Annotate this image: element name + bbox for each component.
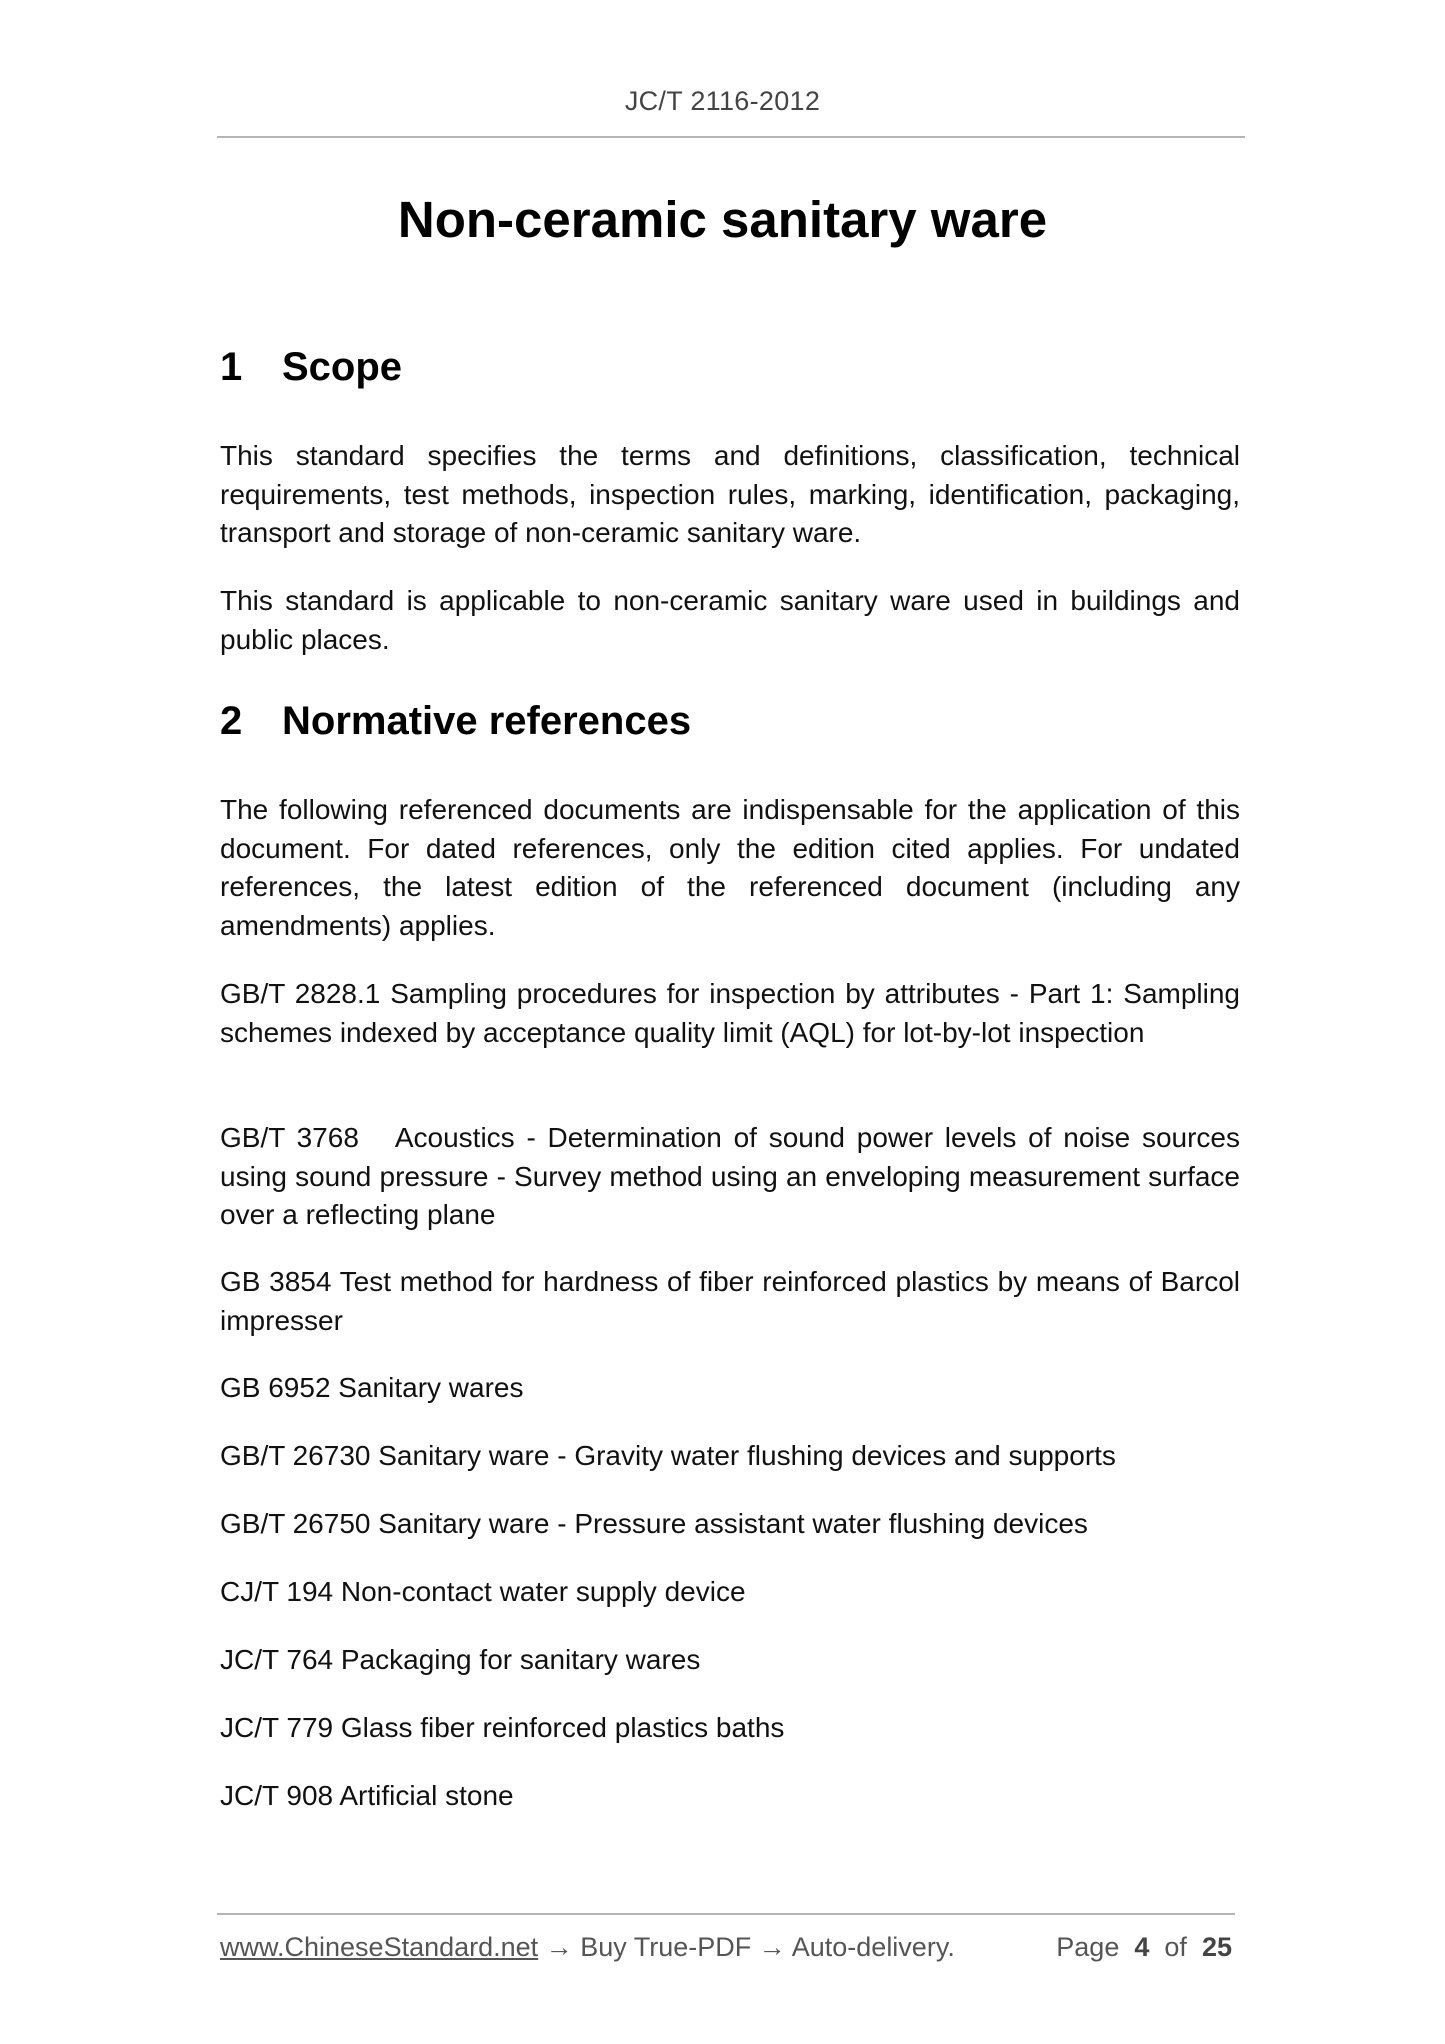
section-title: Normative references [282,699,692,743]
document-title: Non-ceramic sanitary ware [397,191,1048,248]
page-label: Page [1056,1932,1120,1962]
reference-item: GB 3854 Test method for hardness of fiber reinforced plastics by means of Barcol impresser [220,1266,1240,1336]
reference-item: GB/T 26730 Sanitary ware - Gravity water flushing devices and supports [220,1440,1116,1471]
reference-item: GB/T 3768 Acoustics - Determination of sound power levels of noise sources using sound pressure - Survey method using an enveloping measurement surface over a reflecting plane [220,1122,1240,1230]
section-title: Scope [282,345,403,389]
reference-item: JC/T 764 Packaging for sanitary wares [220,1644,701,1675]
page-of-label: of [1164,1932,1187,1962]
page-current-number: 4 [1134,1932,1150,1962]
reference-item: GB/T 26750 Sanitary ware - Pressure assistant water flushing devices [220,1508,1088,1539]
reference-item: GB 6952 Sanitary wares [220,1372,524,1403]
header-standard-code: JC/T 2116-2012 [624,86,821,116]
header-divider [217,136,1245,138]
section-heading-normative-references [220,699,691,744]
section-number: 2 [220,699,243,743]
normative-intro-paragraph: The following referenced documents are indispensable for the application of this document. For dated references, only the edition cited applies. For undated references, the latest edition of the referenced document (including any amendments) applies. [220,794,1240,941]
scope-paragraph-1: This standard specifies the terms and definitions, classification, technical requirements, test methods, inspection rules, marking, identification, packaging, transport and storage of non-ceramic sanitary ware. [220,440,1240,548]
section-number: 1 [220,345,243,389]
section-heading-scope [220,345,402,390]
page-total-number: 25 [1201,1932,1232,1962]
page-indicator [1056,1932,1232,1963]
footer-promo [220,1932,955,1963]
reference-item: JC/T 908 Artificial stone [220,1780,514,1811]
footer-tagline: → Buy True-PDF → Auto-delivery. [538,1932,955,1962]
scope-paragraph-2: This standard is applicable to non-ceramic sanitary ware used in buildings and public places. [220,585,1240,655]
reference-item: JC/T 779 Glass fiber reinforced plastics baths [220,1712,785,1743]
reference-item: CJ/T 194 Non-contact water supply device [220,1576,746,1607]
website-link[interactable]: www.ChineseStandard.net [220,1932,539,1962]
footer-divider [217,1913,1235,1915]
reference-item: GB/T 2828.1 Sampling procedures for inspection by attributes - Part 1: Sampling schemes indexed by acceptance quality limit (AQL) for lot-by-lot inspection [220,978,1240,1048]
